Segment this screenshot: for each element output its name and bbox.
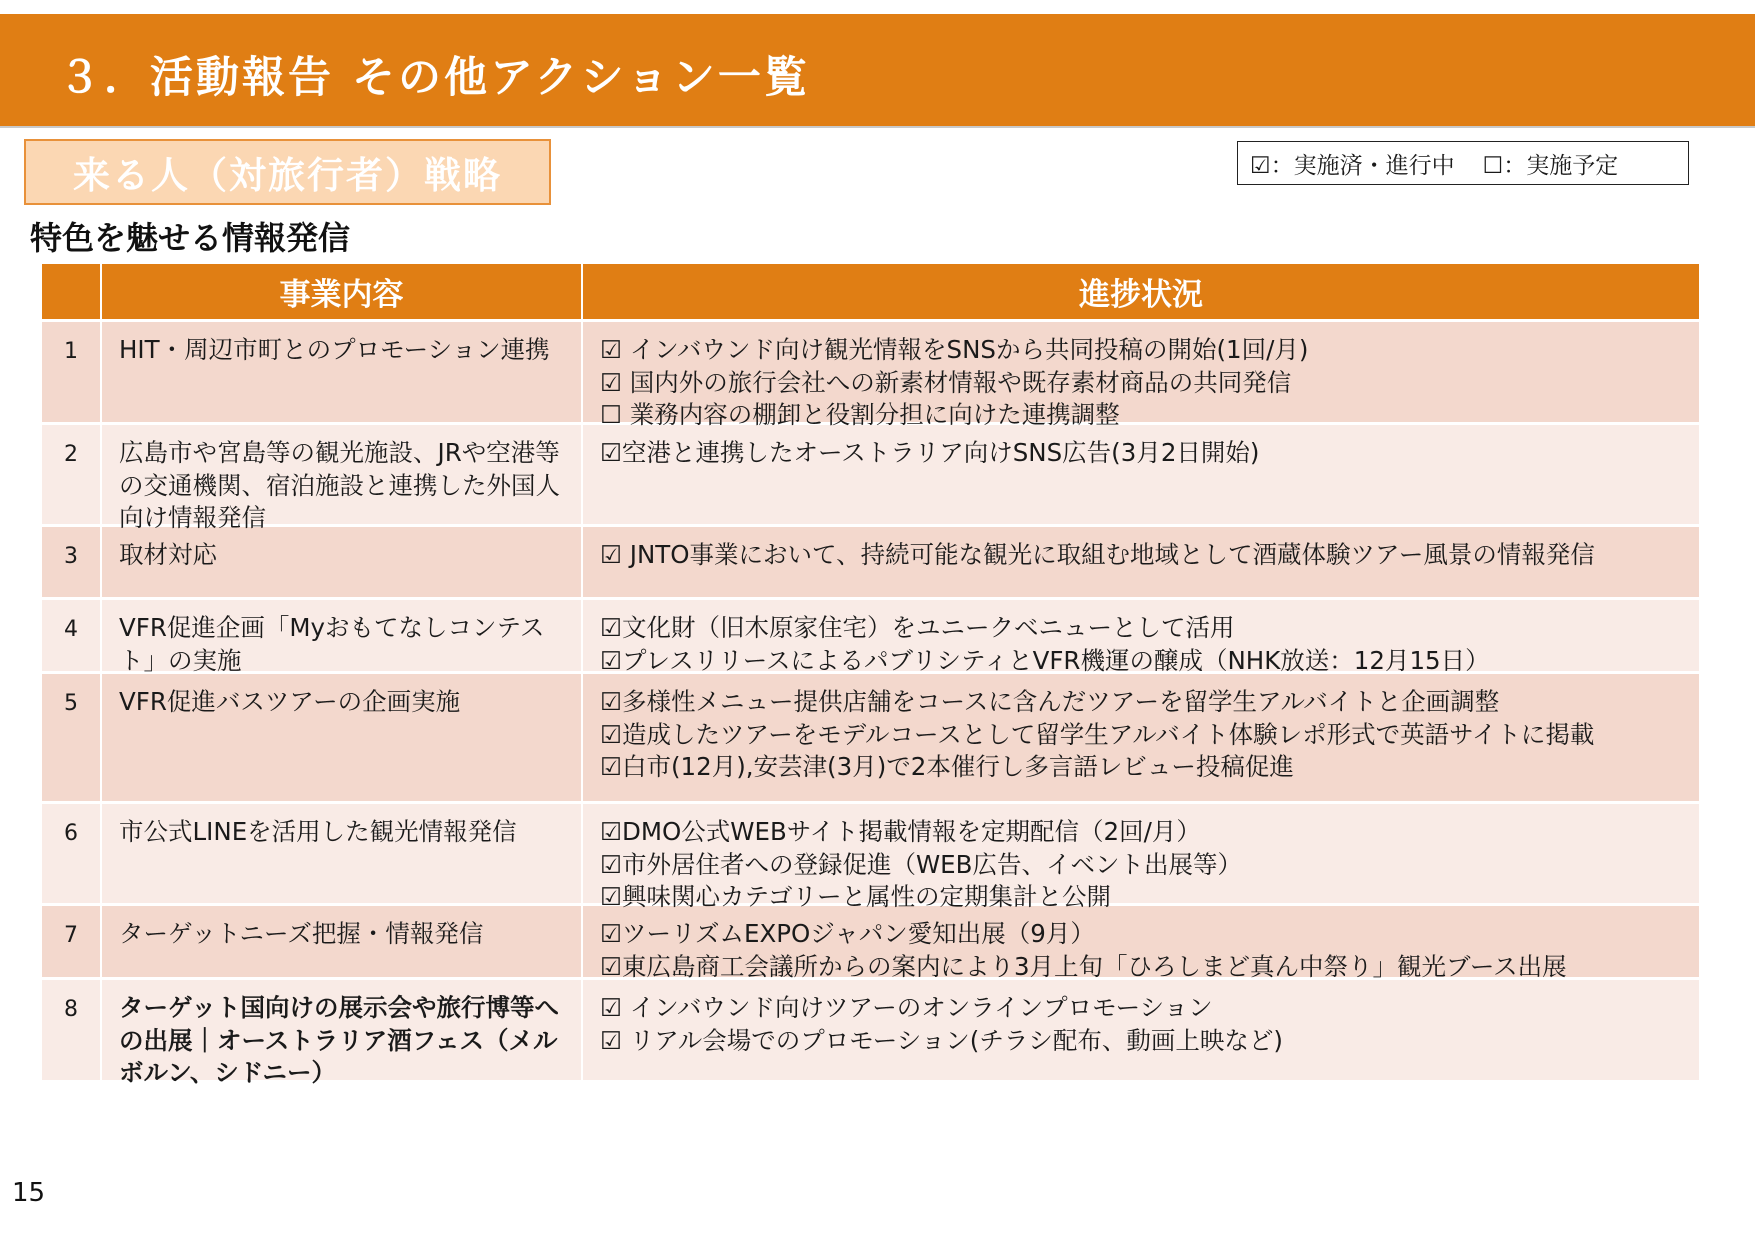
- task-cell: ターゲット国向けの展示会や旅行博等への出展｜オーストラリア酒フェス（メルボルン、シドニー）: [102, 980, 583, 1080]
- status-cell: [583, 980, 1699, 1080]
- status-item: ☑造成したツアーをモデルコースとして留学生アルバイト体験レポ形式で英語サイトに掲載: [600, 719, 1595, 749]
- page-title: ３．活動報告 その他アクション一覧: [58, 53, 810, 103]
- status-item: ☑多様性メニュー提供店舗をコースに含んだツアーを留学生アルバイトと企画調整: [600, 687, 1500, 716]
- status-item: ☑ツーリズムEXPOジャパン愛知出展（9月）: [600, 919, 1095, 948]
- table-row: [42, 600, 1699, 674]
- legend-planned: ☐：実施予定: [1482, 152, 1619, 179]
- status-item: ☑ インバウンド向けツアーのオンラインプロモーション: [600, 993, 1213, 1022]
- status-cell: [583, 906, 1699, 981]
- status-cell: [583, 804, 1699, 911]
- task-cell: HIT・周辺市町とのプロモーション連携: [102, 322, 583, 422]
- status-cell: [583, 674, 1699, 801]
- table-row: [42, 980, 1699, 1087]
- header-task: 事業内容: [102, 264, 583, 319]
- status-item: ☑白市(12月),安芸津(3月)で2本催行し多言語レビュー投稿促進: [600, 752, 1294, 781]
- status-item: ☐ 業務内容の棚卸と役割分担に向けた連携調整: [600, 400, 1120, 429]
- status-item: ☑ インバウンド向け観光情報をSNSから共同投稿の開始(1回/月): [600, 335, 1309, 364]
- table-header-row: [42, 264, 1699, 322]
- status-item: ☑ リアル会場でのプロモーション(チラシ配布、動画上映など): [600, 1025, 1283, 1055]
- strategy-label-box: [24, 139, 551, 205]
- row-number: 5: [42, 674, 102, 801]
- status-item: ☑市外居住者への登録促進（WEB広告、イベント出展等）: [600, 849, 1242, 879]
- header-no: [42, 264, 102, 319]
- table-row: [42, 425, 1699, 532]
- section-subtitle: 特色を魅せる情報発信: [30, 219, 351, 257]
- status-item: ☑空港と連携したオーストラリア向けSNS広告(3月2日開始): [600, 438, 1260, 467]
- status-cell: [583, 425, 1699, 524]
- task-cell: 取材対応: [102, 527, 583, 597]
- legend-done: ☑：実施済・進行中: [1250, 152, 1455, 179]
- row-number: 8: [42, 980, 102, 1080]
- legend-box: [1237, 141, 1689, 185]
- task-cell: VFR促進企画「Myおもてなしコンテスト」の実施: [102, 600, 583, 671]
- status-item: ☑ JNTO事業において、持続可能な観光に取組む地域として酒蔵体験ツアー風景の情報発信: [600, 540, 1595, 569]
- status-item: ☑ 国内外の旅行会社への新素材情報や既存素材商品の共同発信: [600, 367, 1292, 397]
- row-number: 4: [42, 600, 102, 671]
- task-cell: 広島市や宮島等の観光施設、JRや空港等の交通機関、宿泊施設と連携した外国人向け情報発信: [102, 425, 583, 524]
- row-number: 2: [42, 425, 102, 524]
- table-body: [42, 322, 1699, 1087]
- status-item: ☑DMO公式WEBサイト掲載情報を定期配信（2回/月）: [600, 817, 1201, 846]
- table-row: [42, 804, 1699, 911]
- status-cell: [583, 527, 1699, 597]
- status-cell: [583, 322, 1699, 429]
- task-cell: VFR促進バスツアーの企画実施: [102, 674, 583, 801]
- table-row: [42, 322, 1699, 429]
- table-row: [42, 674, 1699, 804]
- row-number: 6: [42, 804, 102, 903]
- row-number: 7: [42, 906, 102, 977]
- status-item: ☑興味関心カテゴリーと属性の定期集計と公開: [600, 882, 1111, 911]
- action-table: [42, 264, 1699, 1087]
- table-row: [42, 906, 1699, 980]
- page-number: 15: [12, 1178, 46, 1208]
- title-bar: [0, 14, 1755, 128]
- task-cell: 市公式LINEを活用した観光情報発信: [102, 804, 583, 903]
- status-item: ☑文化財（旧木原家住宅）をユニークベニューとして活用: [600, 613, 1235, 642]
- status-item: ☑東広島商工会議所からの案内により3月上旬「ひろしまど真ん中祭り」観光ブース出展: [600, 951, 1567, 981]
- row-number: 1: [42, 322, 102, 422]
- table-row: [42, 527, 1699, 600]
- strategy-label: 来る人（対旅行者）戦略: [73, 154, 502, 197]
- status-item: ☑プレスリリースによるパブリシティとVFR機運の醸成（NHK放送：12月15日）: [600, 645, 1490, 675]
- header-status: 進捗状況: [1079, 277, 1203, 313]
- row-number: 3: [42, 527, 102, 597]
- task-cell: ターゲットニーズ把握・情報発信: [102, 906, 583, 977]
- status-cell: [583, 600, 1699, 675]
